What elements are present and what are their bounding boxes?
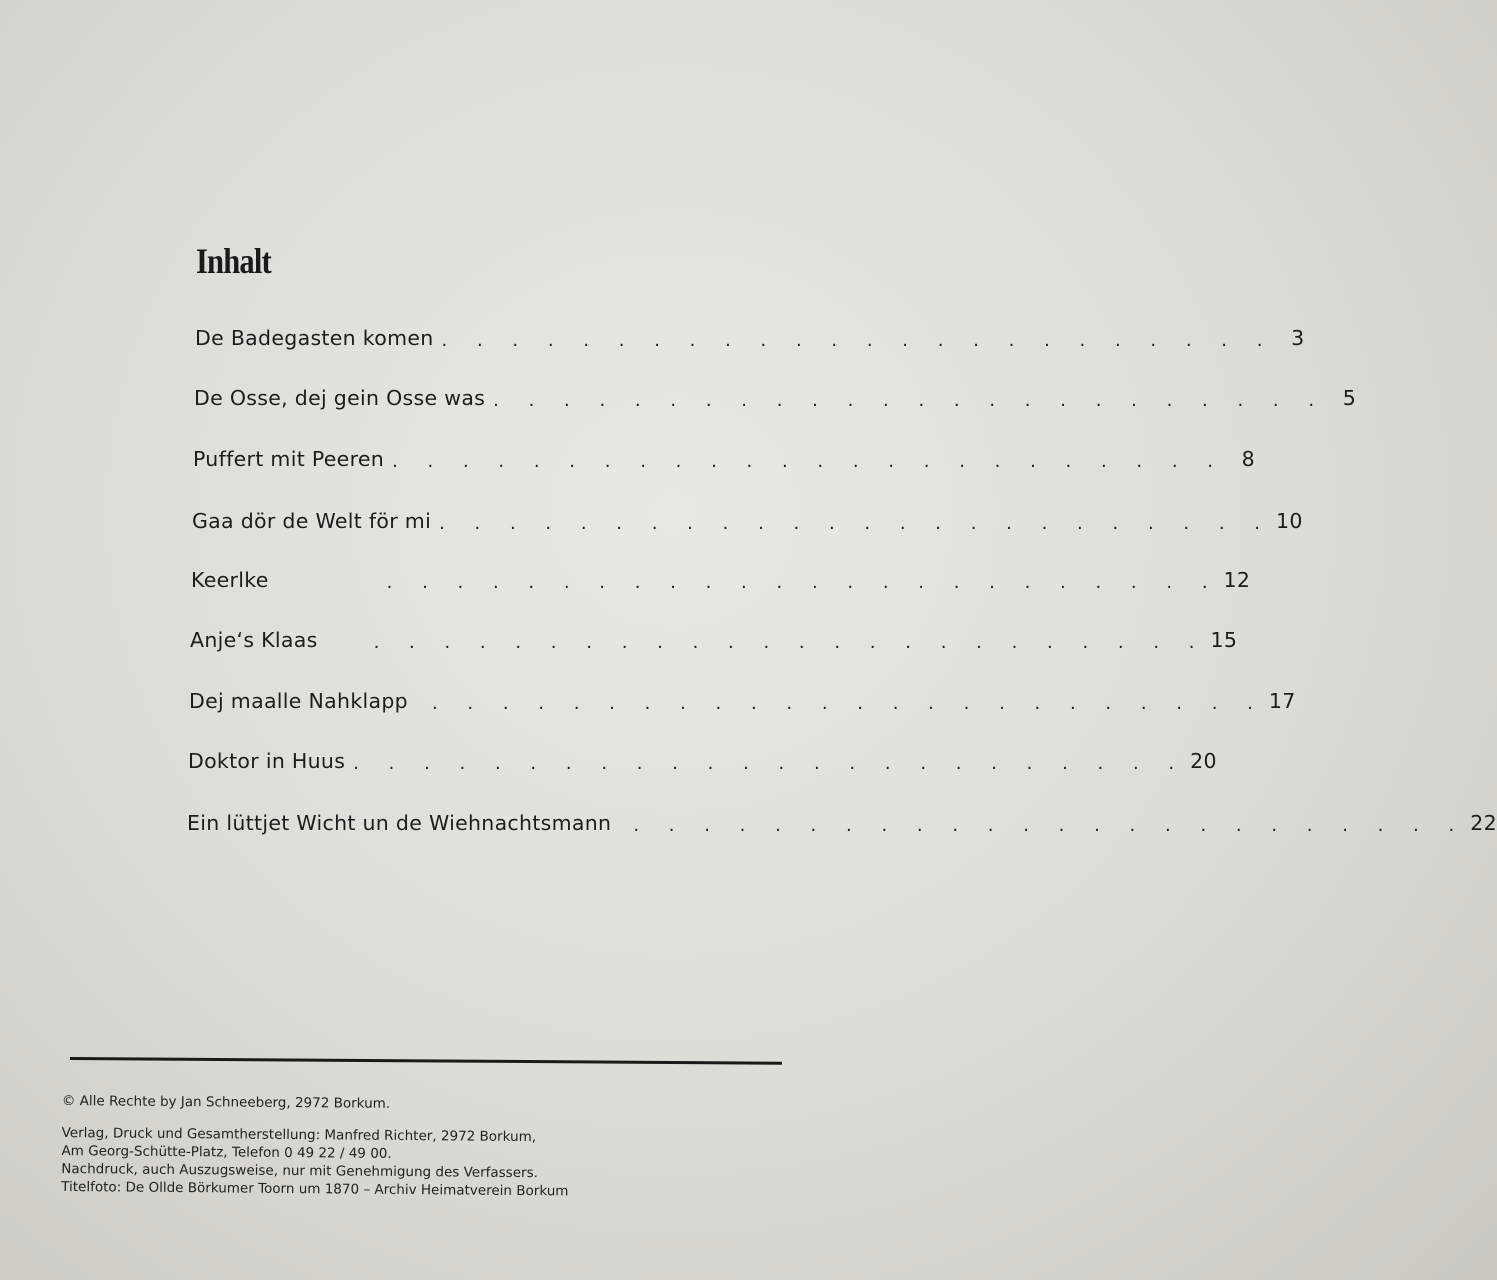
toc-leader-dots: . . . . . . . . . . . . . . . . . . . . . . . . (373, 632, 1207, 653)
toc-entry-title: De Osse, dej gein Osse was (194, 386, 486, 410)
toc-entry-title: De Badegasten komen (195, 326, 434, 350)
imprint-line: Nachdruck, auch Auszugsweise, nur mit Genehmigung des Verfassers. (61, 1160, 539, 1182)
page-title: Inhalt (196, 241, 271, 281)
toc-entry (195, 320, 1305, 351)
imprint-line: Titelfoto: De Ollde Börkumer Toorn um 1870 – Archiv Heimatverein Borkum (61, 1178, 569, 1200)
toc-entry-page: 17 (1268, 689, 1296, 713)
toc-leader-dots: . . . . . . . . . . . . . . . . . . . . . . . . (441, 330, 1275, 351)
toc-entry-page: 5 (1342, 386, 1357, 410)
toc-leader-dots: . . . . . . . . . . . . . . . . . . . . . . . . (439, 513, 1272, 534)
imprint-line: Am Georg-Schütte-Platz, Telefon 0 49 22 / 49 00. (61, 1142, 392, 1162)
toc-entry (193, 441, 1256, 472)
imprint-block (61, 1092, 702, 1202)
toc-entry (194, 380, 1357, 411)
toc-leader-dots: . . . . . . . . . . . . . . . . . . . . . . . . (353, 753, 1187, 774)
toc-entry-title: Keerlke (191, 568, 269, 592)
toc-entry-title: Dej maalle Nahklapp (189, 689, 408, 713)
toc-entry-page: 15 (1210, 628, 1238, 652)
toc-leader-dots: . . . . . . . . . . . . . . . . . . . . . . . . (392, 451, 1226, 472)
copyright-notice: © Alle Rechte by Jan Schneeberg, 2972 Borkum. (61, 1093, 391, 1112)
toc-entry-page: 10 (1276, 509, 1303, 533)
toc-entry-title: Anje‘s Klaas (190, 628, 318, 652)
toc-leader-dots: . . . . . . . . . . . . . . . . . . . . . . . . (386, 572, 1220, 593)
toc-entry-page: 8 (1241, 447, 1256, 471)
toc-entry (189, 683, 1296, 714)
toc-entry (187, 805, 1497, 836)
toc-entry-title: Puffert mit Peeren (193, 447, 385, 471)
toc-entry-title: Gaa dör de Welt för mi (192, 509, 432, 533)
toc-entry-title: Doktor in Huus (188, 749, 346, 773)
toc-entry (188, 743, 1217, 774)
toc-entry (190, 622, 1238, 653)
horizontal-rule (70, 1057, 782, 1065)
toc-leader-dots: . . . . . . . . . . . . . . . . . . . . . . . . (431, 693, 1265, 714)
toc-entry (191, 562, 1251, 593)
toc-entry-page: 22 (1470, 811, 1497, 835)
toc-entry-page: 12 (1223, 568, 1251, 592)
imprint-line: Verlag, Druck und Gesamtherstellung: Manfred Richter, 2972 Borkum, (61, 1124, 537, 1146)
toc-entry-title: Ein lüttjet Wicht un de Wiehnachtsmann (187, 811, 612, 835)
toc-entry-page: 20 (1190, 749, 1217, 773)
toc-leader-dots: . . . . . . . . . . . . . . . . . . . . . . . . (633, 815, 1467, 836)
toc-leader-dots: . . . . . . . . . . . . . . . . . . . . . . . . (493, 390, 1327, 411)
toc-entry-page: 3 (1291, 326, 1305, 350)
toc-entry (192, 503, 1303, 534)
